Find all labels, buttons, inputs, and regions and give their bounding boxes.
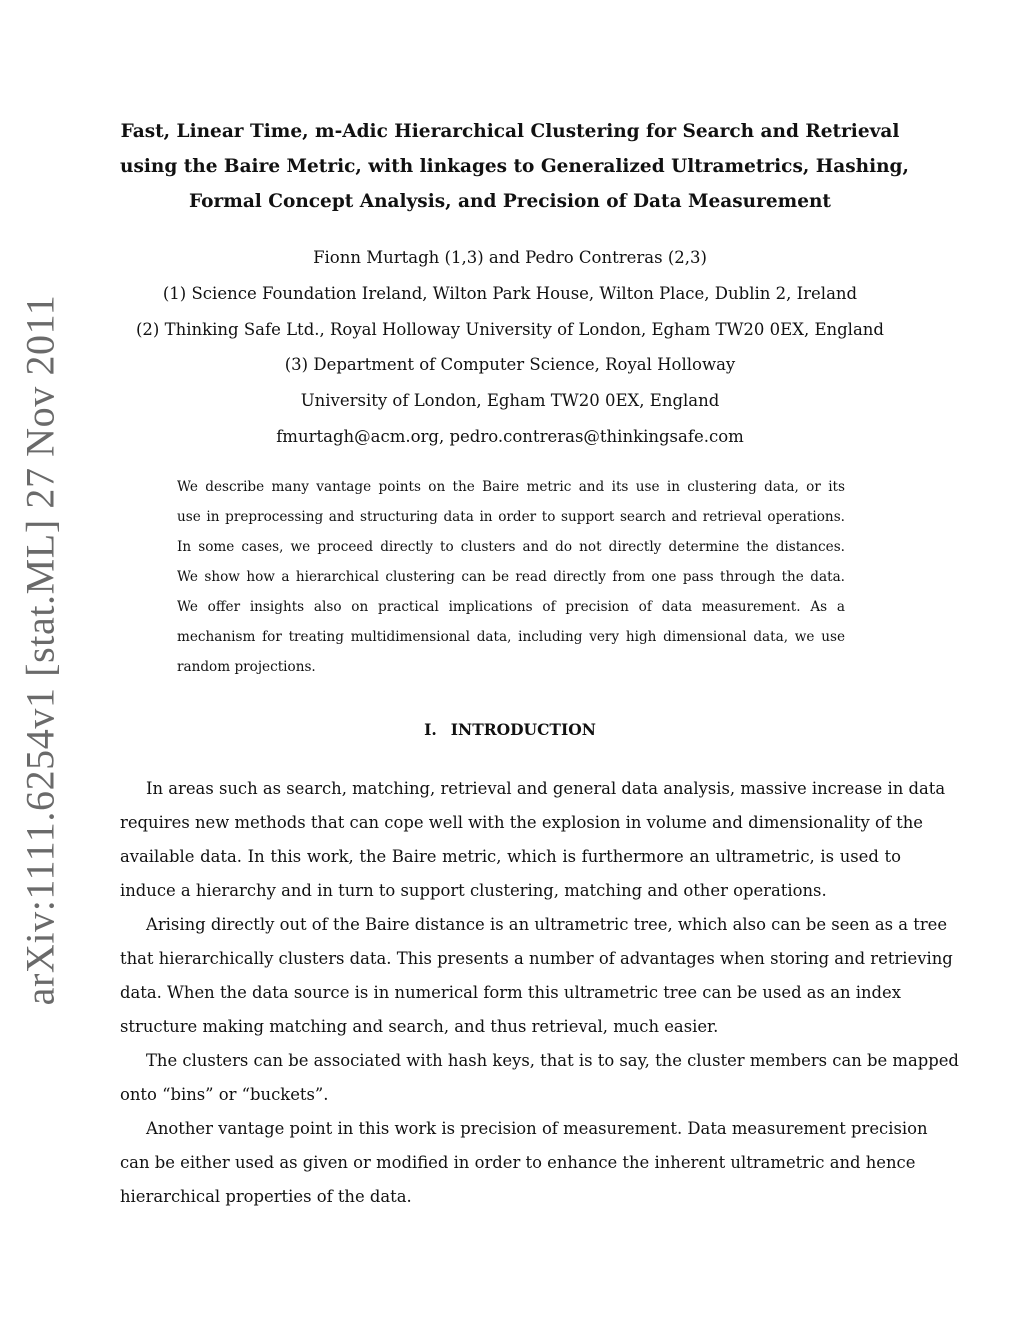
text-line: data. When the data source is in numerical form this ultrametric tree can be used as an index: [120, 983, 901, 1002]
abstract-line: use in preprocessing and structuring data in order to support search and retrieval operations.: [177, 509, 845, 525]
arxiv-side-stamp: [0, 0, 80, 1325]
title-line: using the Baire Metric, with linkages to Generalized Ultrametrics, Hashing,: [120, 156, 909, 177]
paragraph: [120, 1046, 959, 1114]
abstract-line: We show how a hierarchical clustering can be read directly from one pass through the data.: [177, 569, 845, 585]
paragraph: [120, 910, 953, 1046]
affiliation-line: (1) Science Foundation Ireland, Wilton Park House, Wilton Place, Dublin 2, Ireland: [162, 283, 858, 303]
author-block: [120, 240, 900, 455]
text-line: available data. In this work, the Baire metric, which is furthermore an ultrametric, is used to: [120, 847, 901, 866]
section-number: I.: [424, 720, 437, 739]
affiliation-line: University of London, Egham TW20 0EX, England: [300, 391, 720, 411]
abstract-line: We offer insights also on practical implications of precision of data measurement. As a: [177, 599, 845, 615]
abstract-line: We describe many vantage points on the Baire metric and its use in clustering data, or its: [177, 479, 845, 495]
author-names: Fionn Murtagh (1,3) and Pedro Contreras (2,3): [313, 248, 707, 267]
body-text: [120, 774, 959, 1216]
section-heading: [120, 720, 900, 739]
paragraph: [120, 1114, 928, 1216]
text-line: requires new methods that can cope well with the explosion in volume and dimensionality of the: [120, 813, 923, 832]
text-line: The clusters can be associated with hash keys, that is to say, the cluster members can be mapped: [146, 1051, 959, 1070]
arxiv-identifier: arXiv:1111.6254v1 [stat.ML] 27 Nov 2011: [17, 294, 63, 1006]
affiliation-line: (3) Department of Computer Science, Royal Holloway: [284, 355, 736, 375]
text-line: that hierarchically clusters data. This presents a number of advantages when storing and retrieving: [120, 949, 953, 968]
paper-title: [120, 114, 909, 219]
abstract: [177, 472, 845, 682]
affiliation-line: (2) Thinking Safe Ltd., Royal Holloway University of London, Egham TW20 0EX, England: [135, 319, 884, 339]
text-line: onto “bins” or “buckets”.: [120, 1085, 329, 1104]
text-line: induce a hierarchy and in turn to support clustering, matching and other operations.: [120, 881, 827, 900]
text-line: hierarchical properties of the data.: [120, 1187, 412, 1206]
text-line: Another vantage point in this work is precision of measurement. Data measurement precision: [146, 1119, 928, 1138]
text-line: In areas such as search, matching, retrieval and general data analysis, massive increase in data: [146, 779, 946, 798]
text-line: can be either used as given or modified in order to enhance the inherent ultrametric and hence: [120, 1153, 916, 1172]
text-line: structure making matching and search, and thus retrieval, much easier.: [120, 1017, 719, 1036]
title-line: Formal Concept Analysis, and Precision of Data Measurement: [189, 191, 831, 212]
abstract-line: mechanism for treating multidimensional data, including very high dimensional data, we use: [177, 629, 845, 645]
paragraph: [120, 774, 946, 910]
title-line: Fast, Linear Time, m-Adic Hierarchical Clustering for Search and Retrieval: [120, 121, 900, 142]
abstract-line: random projections.: [177, 659, 316, 675]
text-line: Arising directly out of the Baire distance is an ultrametric tree, which also can be seen as a tree: [146, 915, 948, 934]
abstract-line: In some cases, we proceed directly to clusters and do not directly determine the distances.: [177, 539, 845, 555]
section-title: INTRODUCTION: [450, 720, 596, 739]
author-emails: fmurtagh@acm.org, pedro.contreras@thinkingsafe.com: [276, 426, 744, 446]
